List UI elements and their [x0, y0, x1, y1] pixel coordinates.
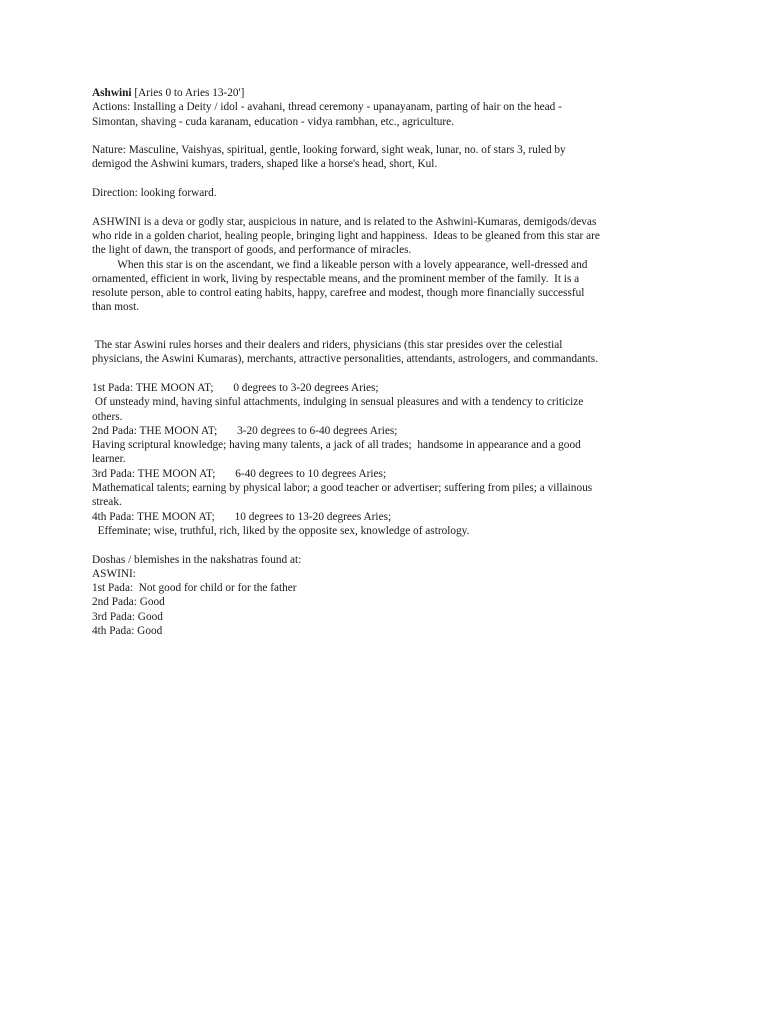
heading-line [92, 86, 692, 100]
rules-line-2: physicians, the Aswini Kumaras), merchants, attractive personalities, attendants, astrologers, and commandants. [92, 353, 599, 366]
pada-line-7: 3rd Pada: THE MOON AT; 6-40 degrees to 10 degrees Aries; [92, 467, 387, 480]
description-line-5: ornamented, efficient in work, living by respectable means, and the prominent member of the family. It is a [92, 272, 580, 285]
pada-line-5: Having scriptural knowledge; having many talents, a jack of all trades; handsome in appearance and a good [92, 439, 581, 452]
description-line-7: than most. [92, 301, 140, 314]
actions-line-1: Actions: Installing a Deity / idol - avahani, thread ceremony - upanayanam, parting of hair on the head - [92, 101, 562, 114]
spacer [92, 315, 692, 329]
spacer [92, 329, 692, 338]
spacer [92, 172, 692, 186]
pada-line-11: Effeminate; wise, truthful, rich, liked by the opposite sex, knowledge of astrology. [92, 524, 470, 537]
spacer [92, 367, 692, 381]
description-line-2: who ride in a golden chariot, healing people, bringing light and happiness. Ideas to be gleaned from this star are [92, 229, 600, 242]
spacer [92, 129, 692, 143]
description-line-3: the light of dawn, the transport of goods, and performance of miracles. [92, 244, 412, 257]
spacer [92, 200, 692, 214]
nature-line-2: demigod the Ashwini kumars, traders, shaped like a horse's head, short, Kul. [92, 158, 438, 171]
heading-title: Ashwini [92, 87, 132, 99]
document-body [92, 86, 692, 638]
pada-line-6: learner. [92, 453, 126, 466]
doshas-line-1: Doshas / blemishes in the nakshatras found at: [92, 553, 302, 566]
pada-line-8: Mathematical talents; earning by physical labor; a good teacher or advertiser; suffering from piles; a villainous [92, 482, 593, 495]
pada-line-2: Of unsteady mind, having sinful attachments, indulging in sensual pleasures and with a tendency to criticize [92, 396, 584, 409]
pada-line-10: 4th Pada: THE MOON AT; 10 degrees to 13-20 degrees Aries; [92, 510, 392, 523]
pada-line-9: streak. [92, 496, 122, 509]
rules-line-1: The star Aswini rules horses and their dealers and riders, physicians (this star presides over the celestial [92, 339, 563, 352]
pada-line-3: others. [92, 410, 123, 423]
heading-range: [Aries 0 to Aries 13-20'] [131, 87, 245, 99]
doshas-line-3: 1st Pada: Not good for child or for the father [92, 582, 297, 595]
description-line-1: ASHWINI is a deva or godly star, auspicious in nature, and is related to the Ashwini-Kumaras, demigods/devas [92, 215, 597, 228]
doshas-line-4: 2nd Pada: Good [92, 596, 165, 609]
description-line-6: resolute person, able to control eating habits, happy, carefree and modest, though more financially successful [92, 287, 585, 300]
spacer [92, 538, 692, 552]
actions-line-2: Simontan, shaving - cuda karanam, education - vidya rambhan, etc., agriculture. [92, 115, 455, 128]
pada-line-4: 2nd Pada: THE MOON AT; 3-20 degrees to 6-40 degrees Aries; [92, 424, 398, 437]
description-line-4: When this star is on the ascendant, we find a likeable person with a lovely appearance, well-dressed and [92, 258, 588, 271]
doshas-line-5: 3rd Pada: Good [92, 610, 163, 623]
nature-line-1: Nature: Masculine, Vaishyas, spiritual, gentle, looking forward, sight weak, lunar, no. of stars 3, ruled by [92, 144, 566, 157]
direction-line: Direction: looking forward. [92, 187, 217, 200]
doshas-line-2: ASWINI: [92, 567, 136, 580]
doshas-line-6: 4th Pada: Good [92, 624, 163, 637]
pada-line-1: 1st Pada: THE MOON AT; 0 degrees to 3-20 degrees Aries; [92, 381, 379, 394]
